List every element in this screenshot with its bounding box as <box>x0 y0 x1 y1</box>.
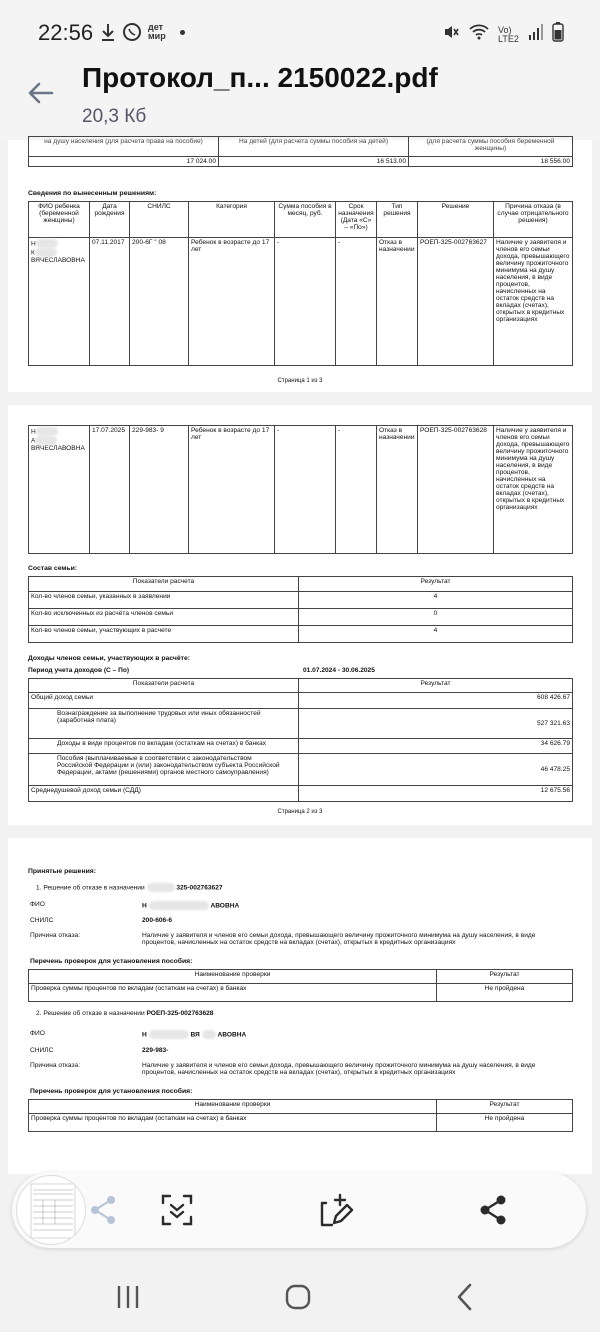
income-section-title: Доходы членов семьи, участвующих в расчёте: <box>28 655 190 662</box>
detmir-icon: дет мир <box>148 22 166 41</box>
table-row <box>29 426 573 554</box>
fio-label: ФИО <box>30 1030 45 1037</box>
period-value: 01.07.2024 - 30.06.2025 <box>303 667 375 674</box>
table-row: Среднедушевой доход семьи (СДД) 12 675.56 <box>29 786 573 802</box>
reason-label: Причина отказа: <box>30 932 81 939</box>
family-table <box>28 576 573 643</box>
cell-snils: 200-6Г " 08 <box>130 238 189 366</box>
pdf-page-3[interactable] <box>8 838 592 1174</box>
col-birth: Дата рождения <box>90 202 130 238</box>
decision-1-snils: 200-606-6 <box>142 917 173 924</box>
decisions-table-2 <box>28 425 573 554</box>
page-thumbnail[interactable] <box>16 1175 86 1245</box>
family-head-1: Показатели расчета <box>29 577 299 592</box>
cell-sum: - <box>275 426 336 554</box>
status-right-icons <box>442 22 564 47</box>
table-row: Кол-во членов семьи, участвующих в расчете 4 <box>29 626 573 643</box>
pdf-page-2[interactable] <box>8 405 592 825</box>
cell-type: Отказ в назначении <box>377 426 418 554</box>
status-left-icons <box>100 22 185 42</box>
decision-2-fio: Н ВЯ АВОВНА <box>142 1031 247 1039</box>
battery-icon <box>552 22 564 47</box>
edit-add-icon[interactable] <box>318 1191 356 1229</box>
network-label: Vo) LTE2 <box>498 24 519 44</box>
decision-2-reason: Наличие у заявителя и членов его семьи дохода, превышающего величину прожиточного минимума на душу населения, в виде процентов, начисленных на остаток средств на вкладах (счетах), открытых в кредитных организациях <box>142 1062 536 1076</box>
status-time: 22:56 <box>38 20 94 45</box>
file-size: 20,3 Кб <box>82 106 147 127</box>
decisions-made-title: Принятые решения: <box>28 868 96 875</box>
decision-1-heading: 1. Решение об отказе в назначении 325-002763627 <box>36 884 223 892</box>
cell-reason: Наличие у заявителя и членов его семьи дохода, превышающего величину прожиточного минимума на душу населения, в виде процентов, начисленных на остаток средств на вкладах (счетах), открытых в кредитных организациях <box>494 238 573 366</box>
table-row: Вознаграждение за выполнение трудовых или иных обязанностей (заработная плата) 527 321.63 <box>29 709 573 739</box>
cell-term: - <box>336 238 377 366</box>
cell-snils: 229-983- 9 <box>130 426 189 554</box>
col-type: Тип решения <box>377 202 418 238</box>
checks-title-1: Перечень проверок для установления пособия: <box>30 958 193 965</box>
limits-head-2: На детей (для расчета суммы пособия на детей) <box>219 137 409 157</box>
home-icon[interactable] <box>278 1282 318 1312</box>
file-title: Протокол_п... 2150022.pdf <box>82 62 438 93</box>
table-row: Общий доход семьи 608 426.67 <box>29 693 573 709</box>
decision-2-snils: 229-983- <box>142 1047 169 1054</box>
recent-apps-icon[interactable] <box>108 1282 148 1312</box>
download-icon <box>100 22 116 42</box>
period-label: Период учета доходов (С – По) <box>28 667 130 674</box>
limits-value-2: 16 513.00 <box>219 157 409 167</box>
family-section-title: Состав семьи: <box>28 565 78 572</box>
col-decision: Решение <box>418 202 494 238</box>
col-category: Категория <box>189 202 275 238</box>
app-header <box>0 62 600 140</box>
dot-icon <box>180 30 185 35</box>
col-sum: Сумма пособия в месяц, руб. <box>275 202 336 238</box>
scan-text-icon[interactable] <box>158 1191 196 1229</box>
cell-decision: РОЕП-325-002763627 <box>418 238 494 366</box>
share-icon[interactable] <box>474 1191 512 1229</box>
bottom-toolbar <box>12 1172 586 1248</box>
cell-category: Ребенок в возрасте до 17 лет <box>189 426 275 554</box>
checks-table-2: Наименование проверки Результат Проверка суммы процентов по вкладам (остаткам на счетах) в банках Не пройдена <box>28 1099 573 1132</box>
cell-birth: 07.11.2017 <box>90 238 130 366</box>
income-head-1: Показатели расчета <box>29 679 299 693</box>
table-row: Доходы в виде процентов по вкладам (остаткам на счетах) в банках 34 626.79 <box>29 739 573 754</box>
decision-1-reason: Наличие у заявителя и членов его семьи дохода, превышающего величину прожиточного минимума на душу населения, в виде процентов, начисленных на остаток средств на вкладах (счетах), открытых в кредитных организациях <box>142 932 536 946</box>
share-icon[interactable] <box>84 1191 122 1229</box>
checks-title-2: Перечень проверок для установления пособия: <box>30 1088 193 1095</box>
page-number-2: Страница 2 из 3 <box>277 809 323 815</box>
limits-head-1: на душу населения (для расчета права на пособие) <box>29 137 219 157</box>
system-nav-bar <box>0 1262 600 1332</box>
cell-type: Отказ в назначении <box>377 238 418 366</box>
whatsapp-icon <box>122 22 142 42</box>
limits-value-3: 18 556.00 <box>409 157 573 167</box>
cell-decision: РОЕП-325-002763628 <box>418 426 494 554</box>
fio-label: ФИО <box>30 901 45 908</box>
family-head-2: Результат <box>299 577 573 592</box>
wifi-icon <box>468 23 490 46</box>
col-reason: Причина отказа (в случае отрицательного решения) <box>494 202 573 238</box>
col-term: Срок назначения (Дата «С» – «По») <box>336 202 377 238</box>
mute-icon <box>442 23 460 46</box>
cell-reason: Наличие у заявителя и членов его семьи дохода, превышающего величину прожиточного минимума на душу населения, в виде процентов, начисленных на остаток средств на вкладах (счетах), открытых в кредитных организациях <box>494 426 573 554</box>
table-row <box>29 238 573 366</box>
status-bar <box>0 0 600 62</box>
limits-value-1: 17 024.00 <box>29 157 219 167</box>
back-arrow-icon <box>26 78 56 108</box>
limits-head-3: (для расчета суммы пособия беременной женщины) <box>409 137 573 157</box>
decision-1-fio: Н АВОВНА <box>142 902 240 910</box>
income-head-2: Результат <box>299 679 573 693</box>
snils-label: СНИЛС <box>30 917 54 924</box>
decisions-section-title: Сведения по вынесенным решениям: <box>28 190 157 197</box>
limits-table <box>28 136 573 167</box>
cell-fio: Н А ВЯЧЕСЛАВОВНА <box>29 426 90 554</box>
signal-icon <box>528 23 544 46</box>
cell-birth: 17.07.2025 <box>90 426 130 554</box>
table-row: Проверка суммы процентов по вкладам (остаткам на счетах) в банках Не пройдена <box>29 1114 573 1132</box>
income-table <box>28 678 573 802</box>
table-row: Проверка суммы процентов по вкладам (остаткам на счетах) в банках Не пройдена <box>29 984 573 1002</box>
page-number-1: Страница 1 из 3 <box>277 378 323 384</box>
pdf-page-1[interactable] <box>8 140 592 392</box>
table-row: Кол-во членов семьи, указанных в заявлении 4 <box>29 592 573 609</box>
reason-label: Причина отказа: <box>30 1062 81 1069</box>
back-nav-icon[interactable] <box>446 1282 486 1312</box>
cell-term: - <box>336 426 377 554</box>
decision-2-heading: 2. Решение об отказе в назначении РОЕП-325-002763628 <box>36 1010 214 1017</box>
table-row: Кол-во исключенных из расчёта членов семьи 0 <box>29 609 573 626</box>
checks-table-1: Наименование проверки Результат Проверка суммы процентов по вкладам (остаткам на счетах) в банках Не пройдена <box>28 969 573 1002</box>
table-row: Пособия (выплачиваемые в соответствии с законодательством Российской Федерации и (или) законодательством субъекта Российской Федерации, актами (решениями) органов местного самоуправления) 46 478.25 <box>29 754 573 786</box>
snils-label: СНИЛС <box>30 1047 54 1054</box>
col-snils: СНИЛС <box>130 202 189 238</box>
decisions-table-1 <box>28 201 573 366</box>
cell-category: Ребенок в возрасте до 17 лет <box>189 238 275 366</box>
cell-fio: Н К ВЯЧЕСЛАВОВНА <box>29 238 90 366</box>
back-button[interactable] <box>26 78 56 108</box>
col-fio: ФИО ребенка (беременной женщины) <box>29 202 90 238</box>
cell-sum: - <box>275 238 336 366</box>
